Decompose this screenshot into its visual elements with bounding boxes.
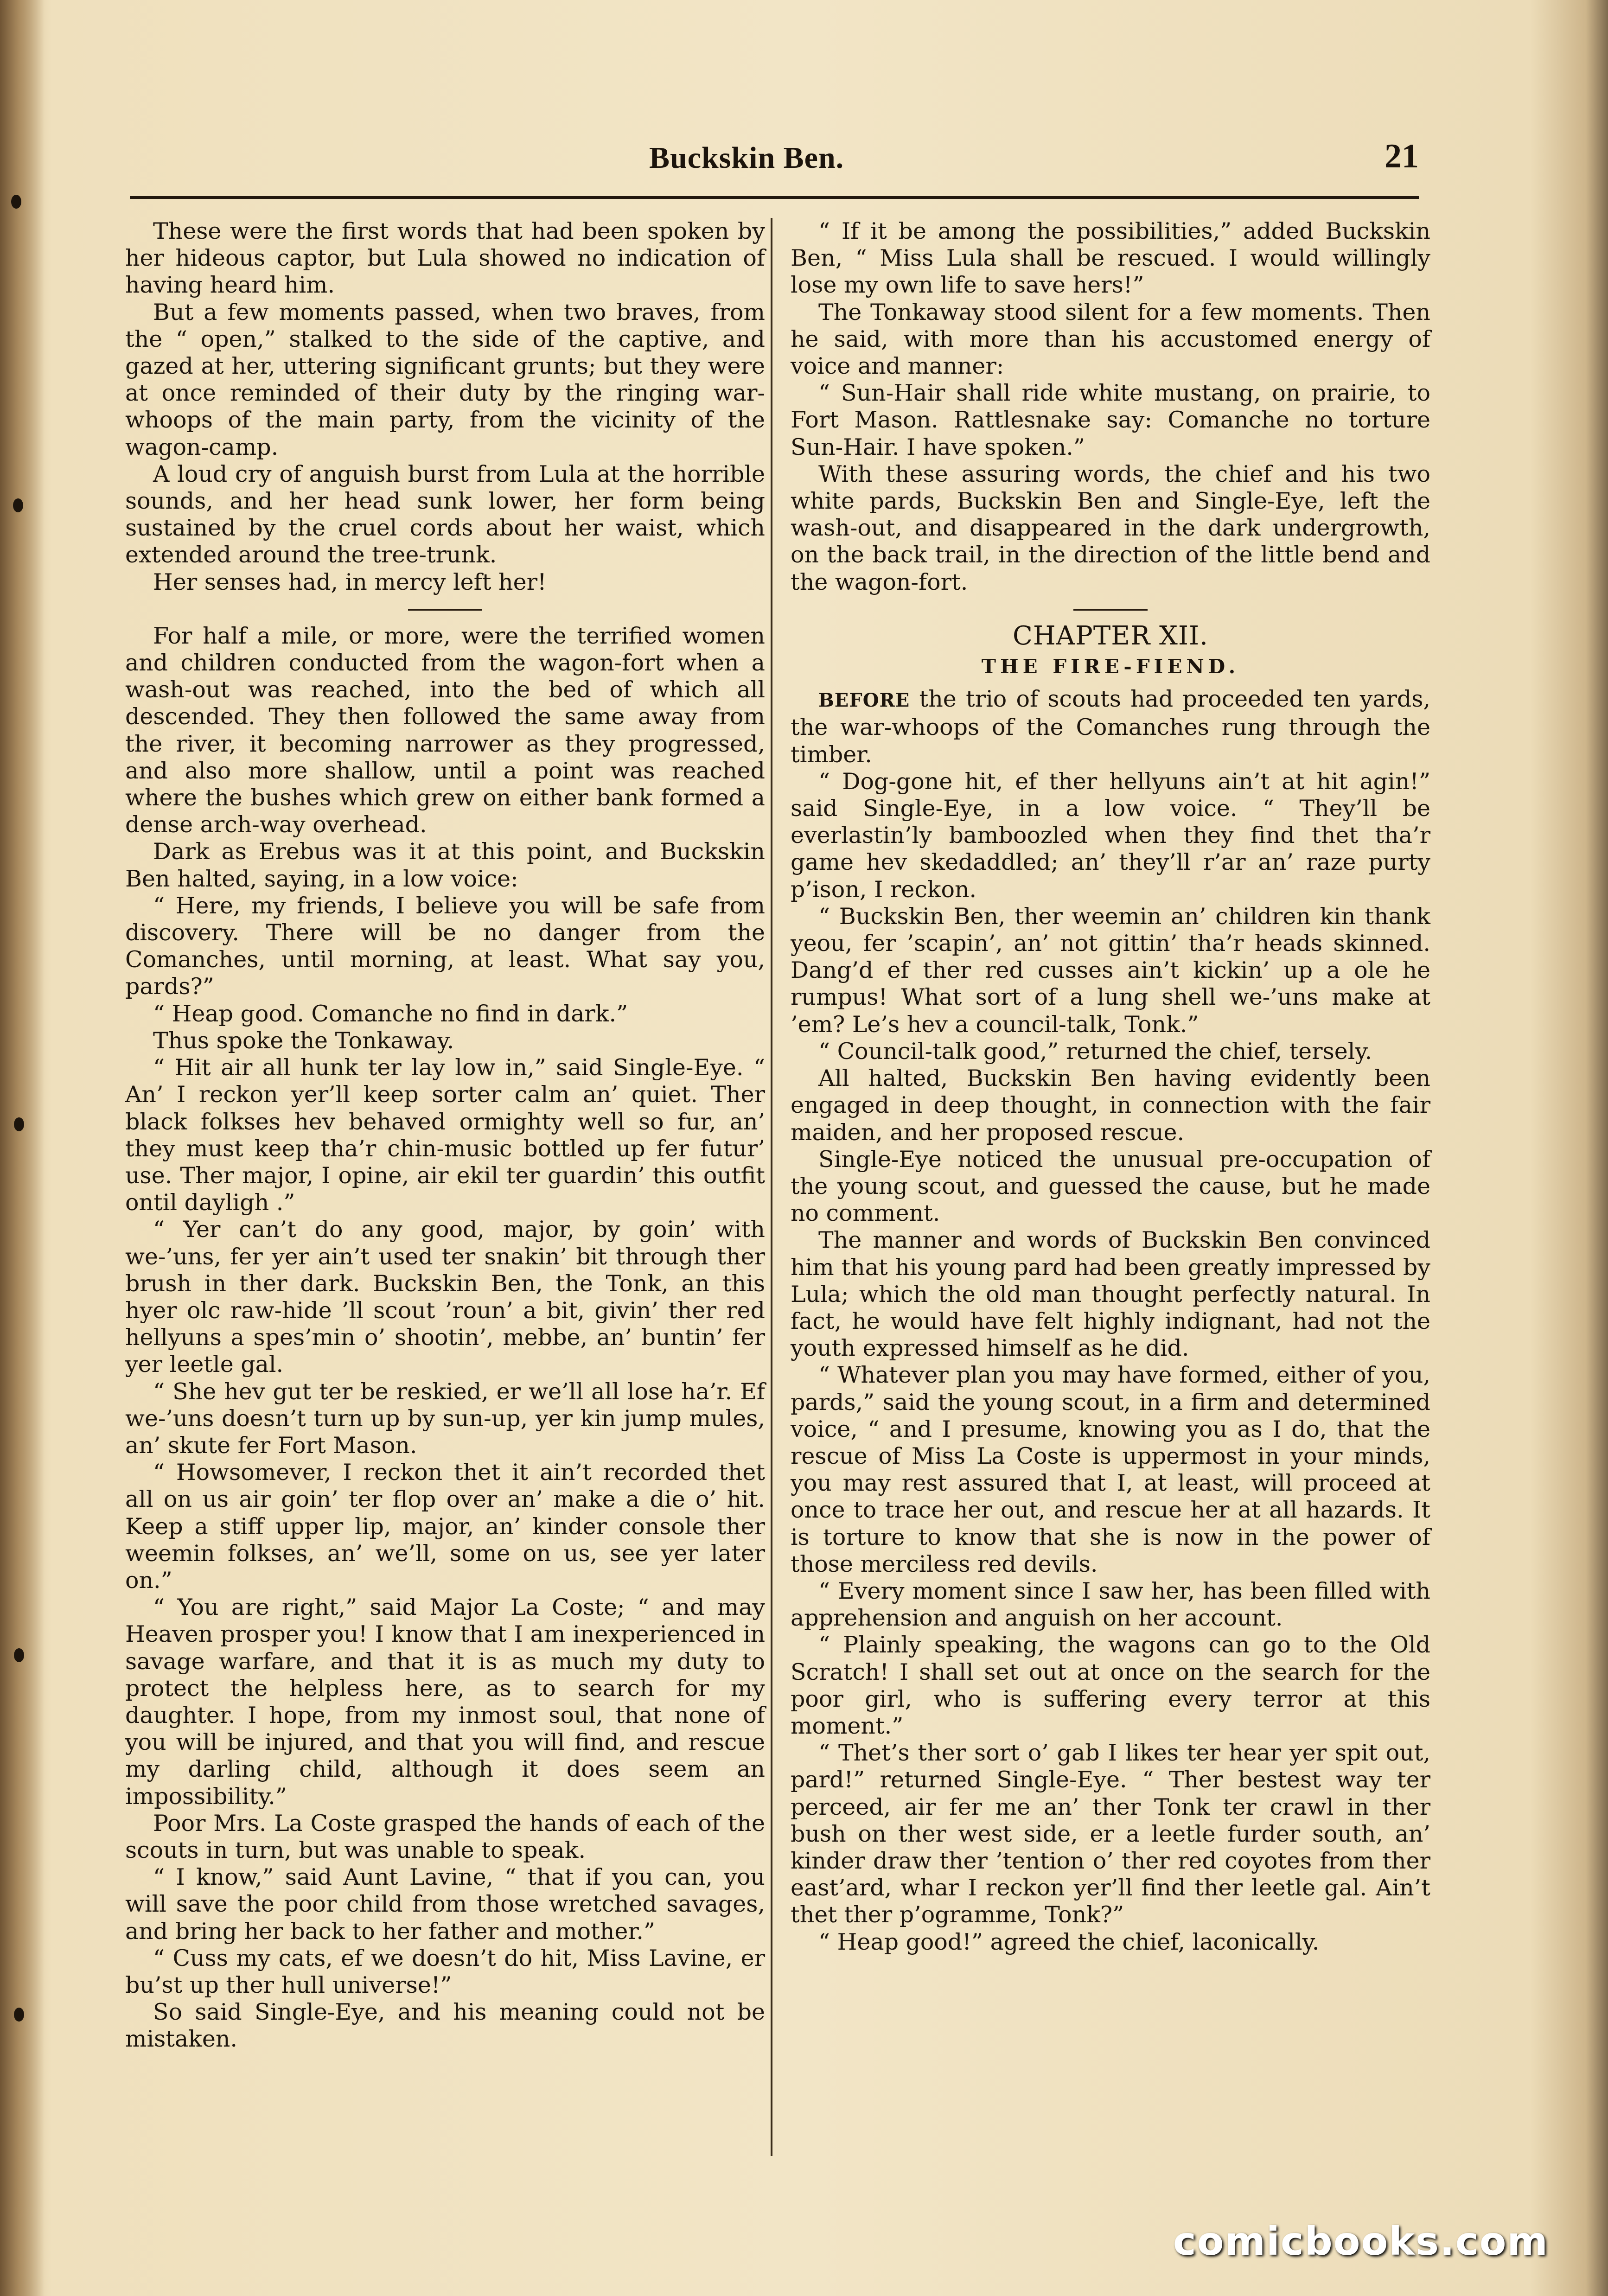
paragraph: “ Heap good. Comanche no find in dark.” [153, 1000, 628, 1027]
paragraph: With these assuring words, the chief and his two white pards, Buckskin Ben and Single-Eye, left the wash-out, and disappeared in the dark undergrowth, on the back trail, in the direction of the little bend and the wagon-fort. [791, 460, 1430, 595]
paragraph: “ Here, my friends, I believe you will be safe from discovery. There will be no danger from the Comanches, until morning, at least. What say you, pards?” [125, 892, 765, 1000]
paragraph: “ Whatever plan you may have formed, either of you, pards,” said the young scout, in a firm and determined voice, “ and I presume, knowing you as I do, that the rescue of Miss La Coste is uppermost in your minds, you may rest assured that I, at least, will proceed at once to trace her out, and rescue her at all hazards. It is torture to know that she is now in the power of those merciless red devils. [791, 1362, 1430, 1577]
paragraph: “ I know,” said Aunt Lavine, “ that if you can, you will save the poor child from those wretched savages, and bring her back to her father and mother.” [125, 1864, 765, 1945]
header-rule [130, 196, 1419, 199]
binding-hole [14, 1117, 24, 1131]
paragraph: Poor Mrs. La Coste grasped the hands of each of the scouts in turn, but was unable to speak. [125, 1810, 765, 1863]
binding-hole [14, 1648, 24, 1662]
drop-word: BEFORE [818, 689, 910, 712]
paragraph: All halted, Buckskin Ben having evidently been engaged in deep thought, in connection with the fair maiden, and her proposed rescue. [791, 1065, 1430, 1146]
paragraph: The Tonkaway stood silent for a few moments. Then he said, with more than his accustomed energy of voice and manner: [791, 299, 1430, 380]
running-title: Buckskin Ben. [649, 141, 844, 175]
paragraph: “ Heap good!” agreed the chief, laconically. [818, 1928, 1320, 1955]
chapter-heading: CHAPTER XII. [1013, 620, 1208, 651]
paragraph: Her senses had, in mercy left her! [153, 568, 547, 595]
section-separator [408, 609, 482, 611]
paragraph: These were the first words that had been spoken by her hideous captor, but Lula showed no indication of having heard him. [125, 218, 765, 299]
paragraph: “ Hit air all hunk ter lay low in,” said Single-Eye. “ An’ I reckon yer’ll keep sorter calm an’ quiet. Ther black folkses hev behaved ormighty well so fur, an’ they must keep tha’r chin-music bottled up fer futur’ use. Ther major, I opine, air ekil ter guardin’ this outfit ontil dayligh .” [125, 1054, 765, 1216]
paragraph: For half a mile, or more, were the terrified women and children conducted from the wagon-fort when a wash-out was reached, into the bed of which all descended. They then followed the same away from the river, it becoming narrower as they progressed, and also more shallow, until a point was reached where the bushes which grew on either bank formed a dense arch-way overhead. [125, 622, 765, 838]
binding-hole [13, 498, 23, 512]
chapter-title: THE FIRE-FIEND. [981, 655, 1240, 678]
paragraph [791, 686, 1430, 768]
paragraph: Single-Eye noticed the unusual pre-occupation of the young scout, and guessed the cause, but he made no comment. [791, 1146, 1430, 1227]
paragraph: “ Cuss my cats, ef we doesn’t do hit, Miss Lavine, er bu’st up ther hull universe!” [125, 1945, 765, 1998]
paragraph: “ If it be among the possibilities,” added Buckskin Ben, “ Miss Lula shall be rescued. I would willingly lose my own life to save hers!” [791, 218, 1430, 299]
paragraph-text: the trio of scouts had proceeded ten yards, the war-whoops of the Comanches rung through the timber. [791, 686, 1430, 768]
paragraph: “ Council-talk good,” returned the chief, tersely. [818, 1038, 1372, 1065]
paragraph: “ Sun-Hair shall ride white mustang, on prairie, to Fort Mason. Rattlesnake say: Comanche no torture Sun-Hair. I have spoken.” [791, 380, 1430, 460]
paragraph: Thus spoke the Tonkaway. [153, 1027, 454, 1054]
watermark: comicbooks.com [1173, 2219, 1549, 2264]
binding-edge [0, 0, 45, 2296]
binding-hole [11, 195, 21, 209]
paragraph: “ Howsomever, I reckon thet it ain’t recorded thet all on us air goin’ ter flop over an’ make a die o’ hit. Keep a stiff upper lip, major, an’ kinder console ther weemin folkses, an’ we’ll, some on us, see yer later on.” [125, 1459, 765, 1594]
column-rule [771, 218, 772, 2156]
running-header [130, 132, 1419, 188]
paragraph: But a few moments passed, when two braves, from the “ open,” stalked to the side of the captive, and gazed at her, uttering significant grunts; but they were at once reminded of their duty by the ringing war-whoops of the main party, from the vicinity of the wagon-camp. [125, 299, 765, 460]
paragraph: “ Thet’s ther sort o’ gab I likes ter hear yer spit out, pard!” returned Single-Eye. “ Ther bestest way ter perceed, air fer me an’ ther Tonk ter crawl in ther bush on ther west side, er a leetle furder south, an’ kinder draw ther ’tention o’ ther red coyotes from ther east’ard, whar I reckon yer’ll find ther leetle gal. Ain’t thet ther p’ogramme, Tonk?” [791, 1740, 1430, 1928]
paragraph: “ Dog-gone hit, ef ther hellyuns ain’t at hit agin!” said Single-Eye, in a low voice. “ They’ll be everlastin’ly bamboozled when they find thet tha’r game hev skedaddled; an’ they’ll r’ar an’ raze purty p’ison, I reckon. [791, 768, 1430, 903]
page-number: 21 [1385, 137, 1419, 175]
paragraph: Dark as Erebus was it at this point, and Buckskin Ben halted, saying, in a low voice: [125, 838, 765, 892]
paragraph: “ You are right,” said Major La Coste; “ and may Heaven prosper you! I know that I am inexperienced in savage warfare, and that it is as much my duty to protect the helpless here, as to search for my daughter. I hope, from my inmost soul, that none of you will be injured, and that you will find, and rescue my darling child, although it does seem an impossibility.” [125, 1594, 765, 1810]
paragraph: A loud cry of anguish burst from Lula at the horrible sounds, and her head sunk lower, her form being sustained by the cruel cords about her waist, which extended around the tree-trunk. [125, 460, 765, 568]
section-separator [1073, 609, 1148, 611]
paragraph: “ Every moment since I saw her, has been filled with apprehension and anguish on her account. [791, 1577, 1430, 1632]
binding-hole [14, 2008, 24, 2022]
paragraph: “ She hev gut ter be reskied, er we’ll all lose ha’r. Ef we-’uns doesn’t turn up by sun-up, yer kin jump mules, an’ skute fer Fort Mason. [125, 1378, 765, 1459]
paragraph: The manner and words of Buckskin Ben convinced him that his young pard had been greatly impressed by Lula; which the old man thought perfectly natural. In fact, he would have felt highly indignant, had not the youth expressed himself as he did. [791, 1227, 1430, 1362]
left-column [125, 218, 765, 2053]
paragraph: “ Yer can’t do any good, major, by goin’ with we-’uns, fer yer ain’t used ter snakin’ bit through ther brush in ther dark. Buckskin Ben, the Tonk, an this hyer olc raw-hide ’ll scout ’roun’ a bit, givin’ ther red hellyuns a spes’min o’ shootin’, mebbe, an’ buntin’ fer yer leetle gal. [125, 1216, 765, 1378]
paragraph: “ Buckskin Ben, ther weemin an’ children kin thank yeou, fer ’scapin’, an’ not gittin’ tha’r heads skinned. Dang’d ef ther red cusses ain’t kickin’ up a ole he rumpus! What sort of a lung shell we-’uns make at ’em? Le’s hev a council-talk, Tonk.” [791, 903, 1430, 1038]
paragraph: “ Plainly speaking, the wagons can go to the Old Scratch! I shall set out at once on the search for the poor girl, who is suffering every terror at this moment.” [791, 1632, 1430, 1739]
paragraph: So said Single-Eye, and his meaning could not be mistaken. [125, 1999, 765, 2053]
right-column [791, 218, 1430, 1956]
